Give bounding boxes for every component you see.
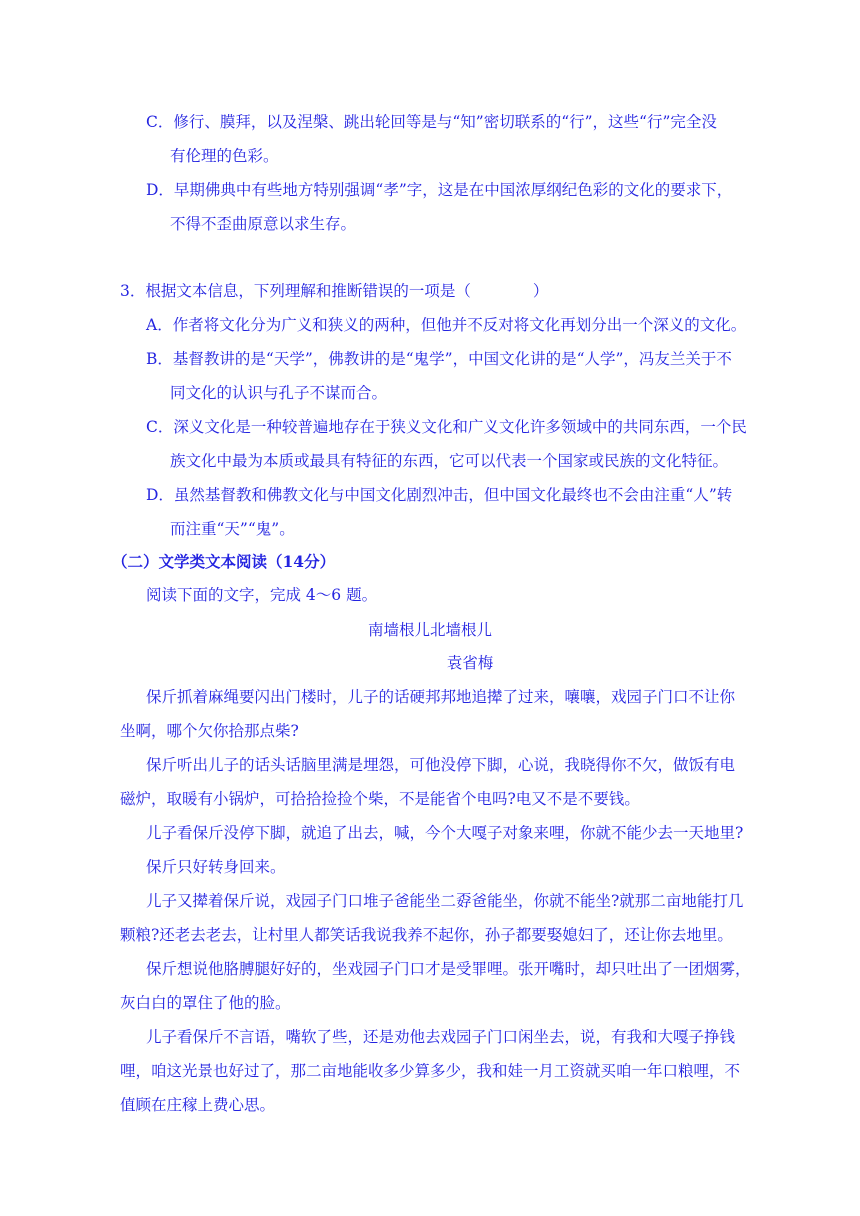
story-paragraph-line: 保斤抓着麻绳要闪出门楼时，儿子的话硬邦邦地追撵了过来，嚷嚷，戏园子门口不让你 xyxy=(146,688,736,706)
story-paragraph-line: 值顾在庄稼上费心思。 xyxy=(120,1096,276,1114)
story-paragraph-line: 儿子看保斤没停下脚，就追了出去，喊，今个大嘎子对象来哩，你就不能少去一天地里? xyxy=(146,824,744,842)
story-paragraph-line: 坐啊，哪个欠你拾那点柴? xyxy=(120,722,299,740)
story-paragraph-line: 灰白白的罩住了他的脸。 xyxy=(120,994,291,1012)
section-heading: （二）文学类文本阅读（14分） xyxy=(112,552,336,571)
q3-option-d-line2: 而注重“天”“鬼”。 xyxy=(170,520,295,538)
q2-option-d-line2: 不得不歪曲原意以求生存。 xyxy=(170,215,357,233)
story-paragraph-line: 儿子又撵着保斤说，戏园子门口堆子爸能坐二孬爸能坐，你就不能坐?就那二亩地能打几 xyxy=(146,892,744,910)
story-author: 袁省梅 xyxy=(446,654,494,672)
story-paragraph-line: 儿子看保斤不言语，嘴软了些，还是劝他去戏园子门口闲坐去，说，有我和大嘎子挣钱 xyxy=(146,1028,736,1046)
q2-option-c-line1: C．修行、膜拜，以及涅槃、跳出轮回等是与“知”密切联系的“行”，这些“行”完全没 xyxy=(146,113,717,131)
story-paragraph-line: 颗粮?还老去老去，让村里人都笑话我说我养不起你，孙子都要娶媳妇了，还让你去地里。 xyxy=(120,926,733,944)
reading-instruction: 阅读下面的文字，完成 4～6 题。 xyxy=(146,586,378,604)
q3-option-c-line1: C．深义文化是一种较普遍地存在于狭义文化和广义文化许多领域中的共同东西，一个民 xyxy=(146,418,747,436)
q3-stem: 3．根据文本信息，下列理解和推断错误的一项是（ ） xyxy=(120,282,549,300)
q2-option-d-line1: D．早期佛典中有些地方特别强调“孝”字，这是在中国浓厚纲纪色彩的文化的要求下， xyxy=(146,181,733,199)
q3-option-b-line2: 同文化的认识与孔子不谋而合。 xyxy=(170,384,388,402)
story-paragraph-line: 保斤只好转身回来。 xyxy=(146,858,286,876)
story-paragraph-line: 哩，咱这光景也好过了，那二亩地能收多少算多少，我和娃一月工资就买咱一年口粮哩，不 xyxy=(120,1062,741,1080)
q3-option-a: A．作者将文化分为广义和狭义的两种，但他并不反对将文化再划分出一个深义的文化。 xyxy=(146,316,747,334)
q2-option-c-line2: 有伦理的色彩。 xyxy=(170,147,279,165)
story-title: 南墙根儿北墙根儿 xyxy=(367,621,492,639)
q3-option-d-line1: D．虽然基督教和佛教文化与中国文化剧烈冲击，但中国文化最终也不会由注重“人”转 xyxy=(146,486,733,504)
story-paragraph-line: 磁炉，取暖有小锅炉，可拾拾捡捡个柴，不是能省个电吗?电又不是不要钱。 xyxy=(120,790,640,808)
q3-option-c-line2: 族文化中最为本质或最具有特征的东西，它可以代表一个国家或民族的文化特征。 xyxy=(170,452,729,470)
story-paragraph-line: 保斤听出儿子的话头话脑里满是埋怨，可他没停下脚，心说，我晓得你不欠，做饭有电 xyxy=(146,756,736,774)
q3-option-b-line1: B．基督教讲的是“天学”，佛教讲的是“鬼学”，中国文化讲的是“人学”，冯友兰关于不 xyxy=(146,350,732,368)
story-paragraph-line: 保斤想说他胳膊腿好好的，坐戏园子门口才是受罪哩。张开嘴时，却只吐出了一团烟雾， xyxy=(146,960,751,978)
